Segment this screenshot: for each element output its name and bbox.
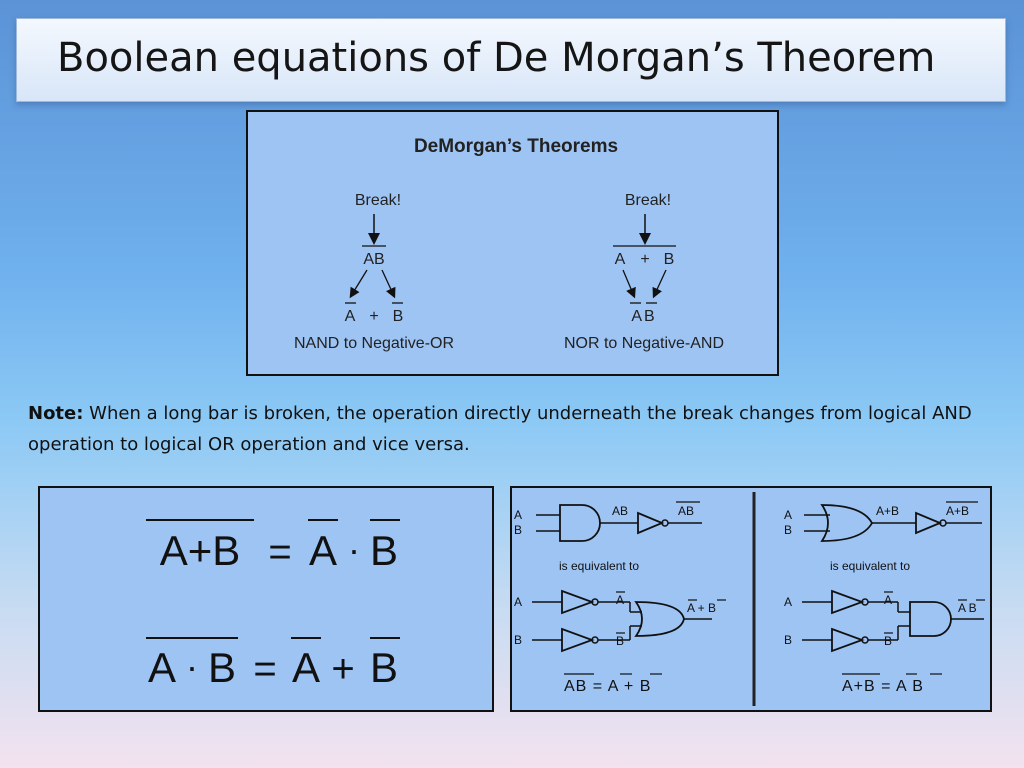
l-or-out: A + B bbox=[687, 601, 717, 615]
note-text: When a long bar is broken, the operation directly underneath the break changes from logical AND operation to logical OR operation and vice versa. bbox=[28, 403, 972, 455]
left-arrow-b bbox=[382, 270, 394, 296]
slide-title: Boolean equations of De Morgan’s Theorem bbox=[57, 35, 936, 81]
l-in-b: B bbox=[514, 523, 523, 537]
r-inv-b-out: B bbox=[884, 634, 893, 648]
left-expr-b: B bbox=[392, 308, 404, 325]
equations-svg bbox=[40, 488, 492, 710]
eq1-equals: = bbox=[268, 530, 292, 574]
note-paragraph bbox=[28, 398, 998, 460]
left-arrow-a bbox=[351, 270, 367, 296]
right-op-top: + bbox=[640, 251, 650, 268]
r-in-b: B bbox=[784, 523, 793, 537]
title-bar bbox=[16, 18, 1006, 102]
r-equation: A+B = A B bbox=[842, 678, 924, 695]
r-equiv: is equivalent to bbox=[830, 559, 911, 573]
right-arrow-b bbox=[654, 270, 666, 296]
logic-gates-panel bbox=[510, 486, 992, 712]
left-expr-top: AB bbox=[363, 251, 385, 268]
l-inv-a-out: A bbox=[616, 593, 625, 607]
l-equation: AB = A + B bbox=[564, 678, 652, 695]
eq1-r2: B bbox=[369, 527, 399, 574]
l-neg-a-in: A bbox=[514, 595, 523, 609]
right-arrow-a bbox=[623, 270, 634, 296]
r-nor-out: A+B bbox=[946, 504, 970, 518]
gates-svg bbox=[512, 488, 990, 710]
or-gate-2-icon bbox=[822, 505, 872, 541]
theorems-diagram bbox=[248, 112, 777, 374]
eq2-lhs-b: B bbox=[207, 644, 237, 691]
eq2-equals: = bbox=[253, 647, 277, 691]
left-caption: NAND to Negative-OR bbox=[293, 335, 455, 352]
inverter-b-icon bbox=[562, 629, 592, 651]
r-and-out: A B bbox=[958, 601, 977, 615]
inverter-icon bbox=[638, 513, 662, 533]
inverter-2b-icon bbox=[832, 629, 862, 651]
eq2-lhs-a: A bbox=[147, 644, 177, 691]
r-neg-b-in: B bbox=[784, 633, 793, 647]
r-or-out: A+B bbox=[876, 504, 900, 518]
r-neg-a-in: A bbox=[784, 595, 793, 609]
inverter-2a-icon bbox=[832, 591, 862, 613]
inverter-2-icon bbox=[916, 513, 940, 533]
l-nand-out: AB bbox=[678, 504, 695, 518]
l-neg-b-in: B bbox=[514, 633, 523, 647]
theorems-heading: DeMorgan’s Theorems bbox=[413, 136, 619, 157]
l-in-a: A bbox=[514, 508, 523, 522]
right-expr-a-top: A bbox=[614, 251, 626, 268]
left-op: + bbox=[369, 308, 379, 325]
and-gate-2-icon bbox=[910, 602, 951, 636]
right-caption: NOR to Negative-AND bbox=[563, 335, 725, 352]
and-gate-icon bbox=[560, 505, 600, 541]
eq2-r1: A bbox=[291, 644, 321, 691]
eq1-r1: A bbox=[308, 527, 338, 574]
left-break-label: Break! bbox=[354, 192, 402, 209]
note-label: Note: bbox=[28, 403, 84, 424]
right-expr-bottom: AB bbox=[631, 308, 657, 325]
r-in-a: A bbox=[784, 508, 793, 522]
left-expr-a: A bbox=[344, 308, 356, 325]
eq2-lhs-dot: · bbox=[186, 646, 198, 687]
l-inv-b-out: B bbox=[616, 634, 625, 648]
eq2-r2: B bbox=[369, 644, 399, 691]
r-inv-a-out: A bbox=[884, 593, 893, 607]
eq2-plus: + bbox=[331, 647, 355, 691]
right-expr-b-top: B bbox=[663, 251, 675, 268]
eq1-lhs: A+B bbox=[159, 527, 241, 574]
demorgan-theorems-panel bbox=[246, 110, 779, 376]
or-gate-icon bbox=[636, 602, 684, 636]
right-break-label: Break! bbox=[624, 192, 672, 209]
l-equiv: is equivalent to bbox=[559, 559, 640, 573]
l-and-out: AB bbox=[612, 504, 629, 518]
inverter-a-icon bbox=[562, 591, 592, 613]
equations-panel bbox=[38, 486, 494, 712]
eq1-dot: · bbox=[348, 529, 360, 570]
